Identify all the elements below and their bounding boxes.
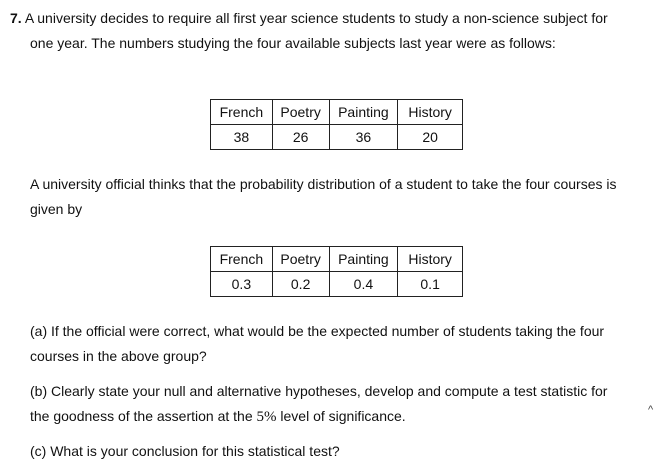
observed-value-painting: 36: [329, 125, 398, 150]
probability-value-painting: 0.4: [329, 272, 398, 297]
official-statement-line-1: A university official thinks that the probability distribution of a student to take the four courses is: [30, 176, 617, 192]
part-b-line-1: (b) Clearly state your null and alternative hypotheses, develop and compute a test statistic for: [30, 383, 608, 399]
observed-value-poetry: 26: [272, 125, 329, 150]
significance-level: 5%: [256, 409, 277, 425]
probability-header-poetry: Poetry: [272, 247, 329, 272]
observed-value-history: 20: [398, 125, 463, 150]
observed-header-history: History: [398, 100, 463, 125]
official-statement: [10, 172, 655, 222]
part-a-line-2: courses in the above group?: [30, 348, 207, 364]
official-statement-line-2: given by: [30, 201, 83, 217]
observed-value-french: 38: [211, 125, 273, 150]
part-c-line-1: (c) What is your conclusion for this statistical test?: [30, 443, 340, 459]
probability-value-row: [211, 272, 463, 297]
question-intro-line-1: [10, 6, 646, 31]
part-a-line-1: (a) If the official were correct, what would be the expected number of students taking the four: [30, 323, 605, 339]
observed-header-poetry: Poetry: [272, 100, 329, 125]
part-b-line-2-pre: the goodness of the assertion at the: [30, 408, 257, 424]
probability-header-row: [211, 247, 463, 272]
observed-header-french: French: [211, 100, 273, 125]
edge-caret-mark: ^: [648, 404, 654, 416]
question-number: 7.: [10, 10, 22, 26]
observed-value-row: [211, 125, 463, 150]
question-intro: [10, 6, 646, 56]
part-a: [10, 319, 655, 369]
part-b-line-2-post: level of significance.: [276, 408, 406, 424]
part-b: [10, 379, 655, 430]
probability-table: [210, 246, 463, 297]
observed-header-row: [211, 100, 463, 125]
observed-header-painting: Painting: [329, 100, 398, 125]
probability-header-painting: Painting: [329, 247, 398, 272]
question-intro-text-1: A university decides to require all first year science students to study a non-science subject for: [24, 10, 608, 26]
probability-value-poetry: 0.2: [272, 272, 329, 297]
probability-value-french: 0.3: [211, 272, 273, 297]
probability-header-french: French: [211, 247, 273, 272]
part-b-line-2: [30, 404, 655, 430]
question-intro-line-2: one year. The numbers studying the four available subjects last year were as follows:: [30, 35, 556, 51]
probability-header-history: History: [398, 247, 463, 272]
observed-counts-table: [210, 99, 463, 150]
part-c: [10, 439, 655, 464]
probability-value-history: 0.1: [398, 272, 463, 297]
